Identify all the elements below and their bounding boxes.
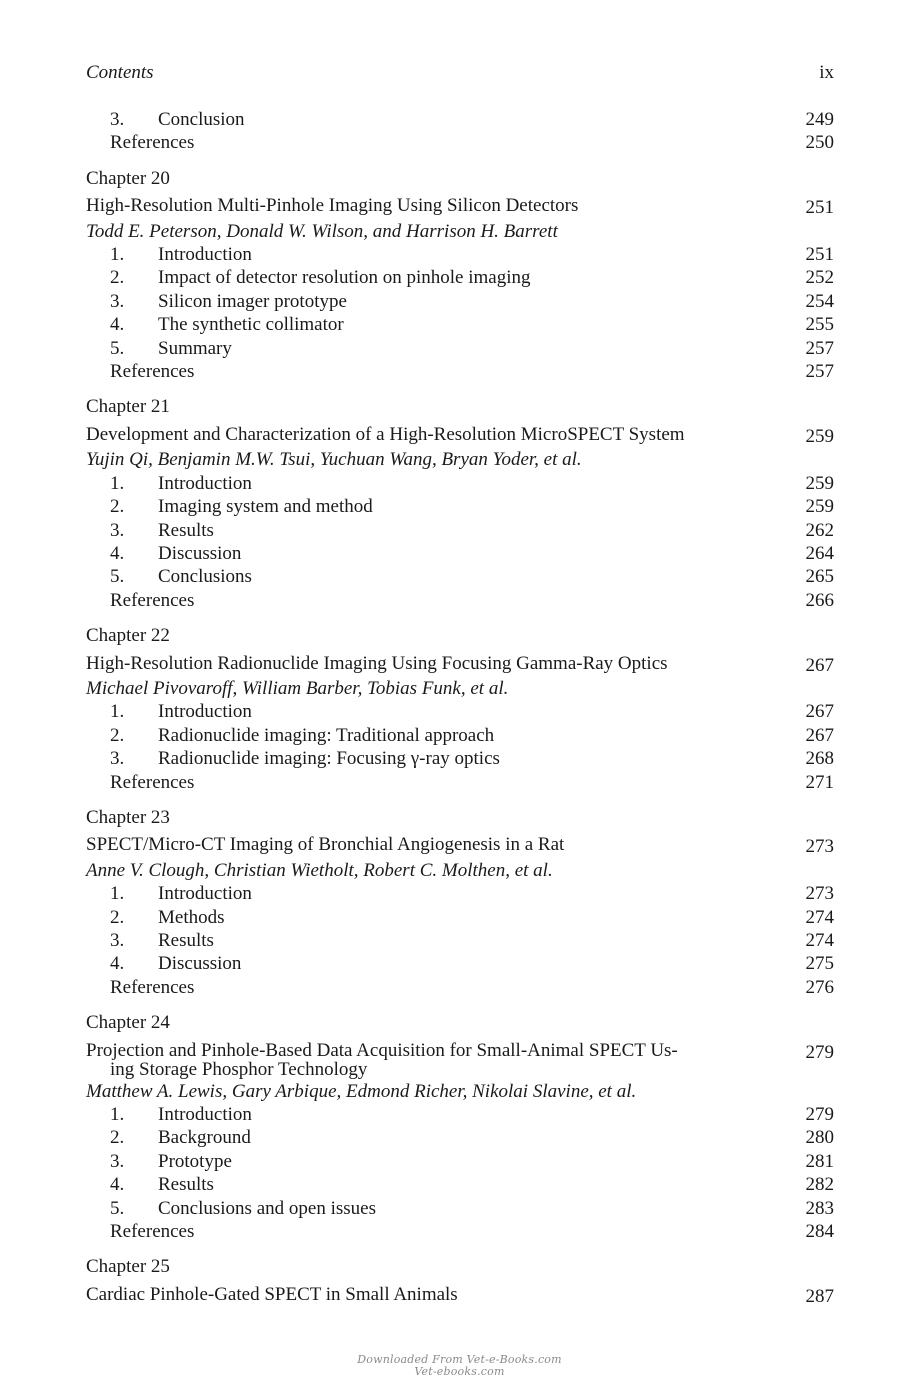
- section-entry: [86, 1150, 834, 1173]
- entry-page-number: 262: [805, 519, 834, 541]
- chapter-block: [86, 624, 834, 794]
- references-label: References: [110, 976, 195, 998]
- chapter-block: [86, 167, 834, 384]
- section-entry: [86, 495, 834, 518]
- section-number: 3.: [110, 519, 125, 541]
- chapter-title-row: [86, 1041, 834, 1080]
- chapter-title: [86, 196, 578, 216]
- section-number: 3.: [110, 290, 125, 312]
- entry-left: [86, 1150, 232, 1173]
- section-title: Conclusion: [158, 109, 245, 130]
- entry-left: [86, 495, 373, 518]
- entry-page-number: 268: [805, 748, 834, 770]
- entry-left: [86, 929, 214, 952]
- section-title: Introduction: [158, 883, 252, 905]
- section-title: Results: [158, 519, 214, 541]
- running-header-page-number: ix: [819, 62, 834, 83]
- references-entry: [86, 360, 834, 383]
- entry-left: [86, 108, 245, 131]
- chapter-title-row: [86, 1285, 834, 1308]
- section-entry: [86, 906, 834, 929]
- entry-page-number: 265: [805, 566, 834, 588]
- section-title: Introduction: [158, 701, 252, 723]
- section-title: Summary: [158, 337, 232, 359]
- entry-left: [86, 1197, 376, 1220]
- section-number: 1.: [110, 244, 125, 266]
- entry-left: [86, 565, 252, 588]
- section-number: 1.: [110, 1104, 125, 1126]
- chapter-title-row: [86, 654, 834, 677]
- section-number: 1.: [110, 472, 125, 494]
- chapter-page-number: 259: [805, 425, 834, 447]
- chapter-title: [86, 654, 668, 674]
- section-number: 4.: [110, 542, 125, 564]
- chapter-authors: Todd E. Peterson, Donald W. Wilson, and Harrison H. Barrett: [86, 220, 558, 242]
- section-number: 5.: [110, 566, 125, 588]
- running-header: [86, 62, 834, 84]
- section-title: Results: [158, 930, 214, 951]
- chapter-title-text: SPECT/Micro-CT Imaging of Bronchial Angiogenesis in a Rat: [86, 834, 565, 856]
- section-entry: [86, 519, 834, 542]
- entry-page-number: 284: [805, 1221, 834, 1243]
- chapter-title-text: Development and Characterization of a High-Resolution MicroSPECT System: [86, 423, 685, 445]
- section-entry: [86, 266, 834, 289]
- section-title: Introduction: [158, 1104, 252, 1126]
- chapter-label: Chapter 25: [86, 1256, 170, 1278]
- section-number: 2.: [110, 496, 125, 518]
- section-entry: [86, 700, 834, 723]
- chapter-label: Chapter 21: [86, 396, 170, 418]
- entry-page-number: 259: [805, 472, 834, 494]
- entry-page-number: 252: [805, 267, 834, 289]
- entry-left: [86, 360, 194, 383]
- entry-left: [86, 1103, 252, 1126]
- chapter-title-row: [86, 835, 834, 858]
- entry-left: [86, 589, 194, 612]
- section-entry: [86, 565, 834, 588]
- section-number: 4.: [110, 1174, 125, 1196]
- chapter-title-text: High-Resolution Radionuclide Imaging Using Focusing Gamma-Ray Optics: [86, 652, 668, 674]
- section-title: Conclusions and open issues: [158, 1197, 376, 1219]
- entry-page-number: 251: [805, 244, 834, 266]
- references-entry: [86, 771, 834, 794]
- chapter-title-text: Projection and Pinhole-Based Data Acquisition for Small-Animal SPECT Us-: [86, 1039, 678, 1061]
- references-label: References: [110, 132, 195, 154]
- chapter-block: [86, 395, 834, 612]
- entry-page-number: 281: [805, 1150, 834, 1172]
- section-title: The synthetic collimator: [158, 314, 344, 336]
- section-number: 2.: [110, 1127, 125, 1149]
- chapter-block: [86, 1255, 834, 1308]
- references-entry: [86, 976, 834, 999]
- entry-left: [86, 747, 500, 770]
- section-title: Results: [158, 1174, 214, 1196]
- entry-page-number: 283: [805, 1197, 834, 1219]
- entry-left: [86, 472, 252, 495]
- entry-page-number: 250: [805, 132, 834, 154]
- entry-left: [86, 313, 344, 336]
- references-entry: [86, 131, 834, 154]
- chapter-page-number: 279: [805, 1041, 834, 1063]
- chapter-title: [86, 835, 564, 855]
- section-entry: [86, 108, 834, 131]
- section-number: 3.: [110, 930, 125, 951]
- section-title: Background: [158, 1127, 251, 1149]
- section-entry: [86, 313, 834, 336]
- entry-left: [86, 771, 194, 794]
- chapter-label: Chapter 22: [86, 625, 170, 647]
- entry-left: [86, 1126, 251, 1149]
- entry-page-number: 257: [805, 337, 834, 359]
- watermark-line-2: Vet-ebooks.com: [414, 1365, 505, 1378]
- section-number: 4.: [110, 314, 125, 336]
- section-entry: [86, 724, 834, 747]
- entry-page-number: 267: [805, 701, 834, 723]
- entry-page-number: 254: [805, 290, 834, 312]
- section-entry: [86, 243, 834, 266]
- entry-page-number: 255: [805, 314, 834, 336]
- entry-page-number: 279: [805, 1104, 834, 1126]
- chapter-authors: Matthew A. Lewis, Gary Arbique, Edmond Richer, Nikolai Slavine, et al.: [86, 1080, 637, 1102]
- references-label: References: [110, 589, 195, 611]
- chapter-title-continuation: ing Storage Phosphor Technology: [110, 1059, 368, 1081]
- entry-left: [86, 700, 252, 723]
- section-entry: [86, 1103, 834, 1126]
- section-number: 4.: [110, 953, 125, 975]
- chapter-page-number: 267: [805, 654, 834, 676]
- entry-page-number: 271: [805, 771, 834, 793]
- entry-left: [86, 131, 194, 154]
- entry-page-number: 273: [805, 883, 834, 905]
- section-title: Radionuclide imaging: Traditional approach: [158, 724, 495, 746]
- watermark-line-1: Downloaded From Vet-e-Books.com: [357, 1353, 562, 1366]
- section-title: Discussion: [158, 542, 242, 564]
- section-title: Introduction: [158, 244, 252, 266]
- watermark: [0, 1354, 919, 1378]
- chapter-title-row: [86, 196, 834, 219]
- entry-page-number: 274: [805, 930, 834, 951]
- section-title: Conclusions: [158, 566, 252, 588]
- chapter-title: [86, 1041, 678, 1080]
- section-title: Prototype: [158, 1150, 232, 1172]
- section-number: 1.: [110, 701, 125, 723]
- section-title: Silicon imager prototype: [158, 290, 347, 312]
- entry-left: [86, 952, 241, 975]
- section-number: 1.: [110, 883, 125, 905]
- entry-left: [86, 542, 241, 565]
- chapter-authors: Yujin Qi, Benjamin M.W. Tsui, Yuchuan Wang, Bryan Yoder, et al.: [86, 449, 582, 471]
- section-number: 2.: [110, 267, 125, 289]
- chapter-block: [86, 1011, 834, 1243]
- section-title: Introduction: [158, 472, 252, 494]
- references-entry: [86, 1220, 834, 1243]
- chapter-page-number: 273: [805, 836, 834, 858]
- section-entry: [86, 747, 834, 770]
- table-of-contents: [86, 108, 834, 1308]
- section-title: Discussion: [158, 953, 242, 975]
- section-number: 2.: [110, 724, 125, 746]
- entry-left: [86, 337, 232, 360]
- section-number: 5.: [110, 1197, 125, 1219]
- chapter-title-text: Cardiac Pinhole-Gated SPECT in Small Animals: [86, 1283, 458, 1305]
- section-entry: [86, 472, 834, 495]
- section-entry: [86, 1197, 834, 1220]
- chapter-title: [86, 1285, 458, 1305]
- chapter-title-row: [86, 425, 834, 448]
- chapter-title: [86, 425, 685, 445]
- section-number: 3.: [110, 748, 125, 770]
- chapter-page-number: 287: [805, 1285, 834, 1307]
- entry-page-number: 282: [805, 1174, 834, 1196]
- entry-left: [86, 1173, 214, 1196]
- references-label: References: [110, 361, 195, 383]
- chapter-page-number: 251: [805, 197, 834, 219]
- entry-page-number: 259: [805, 496, 834, 518]
- entry-left: [86, 976, 194, 999]
- section-title: Impact of detector resolution on pinhole imaging: [158, 267, 531, 289]
- section-entry: [86, 952, 834, 975]
- chapter-title-text: High-Resolution Multi-Pinhole Imaging Using Silicon Detectors: [86, 195, 579, 217]
- section-entry: [86, 929, 834, 952]
- entry-page-number: 264: [805, 542, 834, 564]
- chapter-label: Chapter 24: [86, 1012, 170, 1034]
- references-entry: [86, 589, 834, 612]
- chapter-block: [86, 806, 834, 999]
- entry-page-number: 249: [805, 109, 834, 130]
- section-entry: [86, 1126, 834, 1149]
- entry-left: [86, 724, 494, 747]
- entry-page-number: 274: [805, 906, 834, 928]
- section-entry: [86, 542, 834, 565]
- entry-left: [86, 906, 225, 929]
- section-number: 2.: [110, 906, 125, 928]
- entry-page-number: 280: [805, 1127, 834, 1149]
- section-title: Radionuclide imaging: Focusing γ-ray optics: [158, 748, 500, 770]
- chapter-authors: Anne V. Clough, Christian Wietholt, Robert C. Molthen, et al.: [86, 859, 553, 881]
- section-entry: [86, 1173, 834, 1196]
- entry-page-number: 257: [805, 361, 834, 383]
- section-entry: [86, 290, 834, 313]
- section-entry: [86, 337, 834, 360]
- section-title: Imaging system and method: [158, 496, 373, 518]
- references-label: References: [110, 771, 195, 793]
- section-number: 3.: [110, 109, 125, 130]
- entry-left: [86, 882, 252, 905]
- entry-left: [86, 519, 214, 542]
- chapter-authors: Michael Pivovaroff, William Barber, Tobias Funk, et al.: [86, 677, 509, 699]
- entry-left: [86, 290, 347, 313]
- entry-page-number: 266: [805, 589, 834, 611]
- entry-page-number: 276: [805, 976, 834, 998]
- chapter-label: Chapter 23: [86, 806, 170, 828]
- entry-left: [86, 1220, 194, 1243]
- entry-left: [86, 266, 531, 289]
- section-number: 5.: [110, 337, 125, 359]
- entry-left: [86, 243, 252, 266]
- chapter-label: Chapter 20: [86, 167, 170, 189]
- running-header-title: Contents: [86, 62, 154, 83]
- section-entry: [86, 882, 834, 905]
- section-number: 3.: [110, 1150, 125, 1172]
- entry-page-number: 275: [805, 953, 834, 975]
- section-title: Methods: [158, 906, 225, 928]
- references-label: References: [110, 1221, 195, 1243]
- entry-page-number: 267: [805, 724, 834, 746]
